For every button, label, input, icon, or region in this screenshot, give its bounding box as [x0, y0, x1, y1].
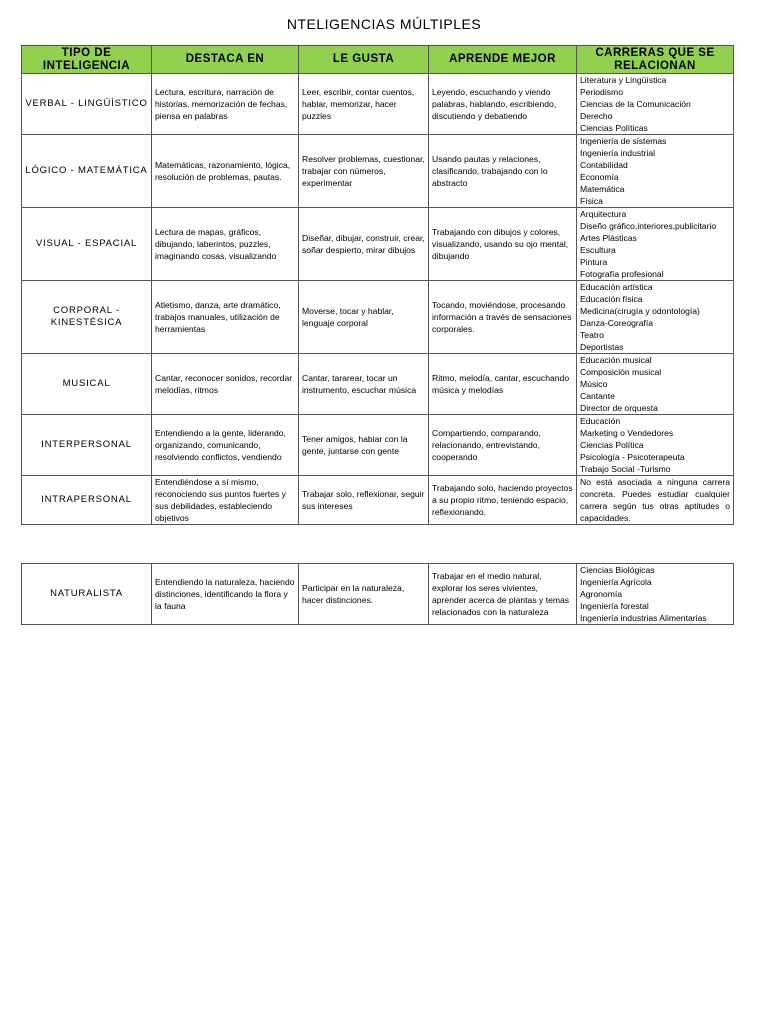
- aprende-cell: Usando pautas y relaciones, clasificando, trabajando con lo abstracto: [429, 135, 577, 208]
- career-item: Ciencias Política: [580, 440, 644, 450]
- career-item: Ciencias Biológicas: [580, 565, 655, 575]
- gusta-cell: Participar en la naturaleza, hacer distinciones.: [299, 564, 429, 625]
- destaca-cell: Matemáticas, razonamiento, lógica, resolución de problemas, pautas.: [152, 135, 299, 208]
- careers-cell: [577, 415, 734, 476]
- destaca-cell: Entendiéndose a sí mismo, reconociendo sus puntos fuertes y sus debilidades, estableciendo objetivos: [152, 476, 299, 525]
- careers-cell: [577, 281, 734, 354]
- career-item: Pintura: [580, 257, 608, 267]
- aprende-cell: Trabajando con dibujos y colores, visualizando, usando su ojo mental, dibujando: [429, 208, 577, 281]
- careers-cell: [577, 564, 734, 625]
- career-item: Ingeniería Agrícola: [580, 577, 652, 587]
- career-item: Economía: [580, 172, 619, 182]
- career-item: Ingeniería de sistemas: [580, 136, 667, 146]
- career-item: Agronomía: [580, 589, 623, 599]
- career-item: Ingeniería industrias Alimentarias: [580, 613, 707, 623]
- career-item: Deportistas: [580, 342, 624, 352]
- gusta-cell: Trabajar solo, reflexionar, seguir sus intereses: [299, 476, 429, 525]
- intelligence-type: NATURALISTA: [22, 564, 152, 625]
- destaca-cell: Entendiendo la naturaleza, haciendo distinciones, identificando la flora y la fauna: [152, 564, 299, 625]
- career-item: Educación artística: [580, 282, 653, 292]
- table-row: [22, 74, 734, 135]
- intelligence-type: MUSICAL: [22, 354, 152, 415]
- career-item: Composición musical: [580, 367, 662, 377]
- career-item: Psicología - Psicoterapeuta: [580, 452, 685, 462]
- career-item: Ingeniería forestal: [580, 601, 649, 611]
- careers-cell: [577, 354, 734, 415]
- table-row: [22, 564, 734, 625]
- header-gusta: LE GUSTA: [299, 46, 429, 74]
- intelligence-type: INTRAPERSONAL: [22, 476, 152, 525]
- career-item: Escultura: [580, 245, 616, 255]
- intelligences-table: [21, 45, 734, 525]
- careers-cell: [577, 135, 734, 208]
- career-item: Medicina(cirugía y odontología): [580, 306, 700, 316]
- aprende-cell: Compartiendo, comparando, relacionando, entrevistando, cooperando: [429, 415, 577, 476]
- career-item: Contabilidad: [580, 160, 628, 170]
- destaca-cell: Lectura de mapas, gráficos, dibujando, laberintos, puzzles, imaginando cosas, visualizando: [152, 208, 299, 281]
- aprende-cell: Tocando, moviéndose, procesando información a través de sensaciones corporales.: [429, 281, 577, 354]
- career-item: Danza-Coreografía: [580, 318, 654, 328]
- career-item: Director de orquesta: [580, 403, 658, 413]
- table-row: [22, 281, 734, 354]
- gusta-cell: Leer, escribir, contar cuentos, hablar, memorizar, hacer puzzles: [299, 74, 429, 135]
- career-item: Educación musical: [580, 355, 652, 365]
- career-item: Fotografía profesional: [580, 269, 664, 279]
- career-item: Literatura y Lingüística: [580, 75, 667, 85]
- table-row: [22, 415, 734, 476]
- intelligence-type: INTERPERSONAL: [22, 415, 152, 476]
- careers-cell: [577, 208, 734, 281]
- career-item: Ingeniería industrial: [580, 148, 656, 158]
- career-item: Trabajo Social -Turismo: [580, 464, 671, 474]
- destaca-cell: Entendiendo a la gente, liderando, organizando, comunicando, resolviendo conflictos, vendiendo: [152, 415, 299, 476]
- career-item: Músico: [580, 379, 608, 389]
- career-item: Derecho: [580, 111, 613, 121]
- gusta-cell: Resolver problemas, cuestionar, trabajar con números, experimentar: [299, 135, 429, 208]
- gusta-cell: Moverse, tocar y hablar, lenguaje corporal: [299, 281, 429, 354]
- career-item: Educación: [580, 416, 621, 426]
- header-aprende: APRENDE MEJOR: [429, 46, 577, 74]
- header-destaca: DESTACA EN: [152, 46, 299, 74]
- destaca-cell: Atletismo, danza, arte dramático, trabajos manuales, utilización de herramientas: [152, 281, 299, 354]
- gusta-cell: Tener amigos, hablar con la gente, juntarse con gente: [299, 415, 429, 476]
- career-item: Física: [580, 196, 603, 206]
- intelligence-type: VISUAL - ESPACIAL: [22, 208, 152, 281]
- table-row: [22, 354, 734, 415]
- table-row: [22, 476, 734, 525]
- career-item: Diseño gráfico,interiores,publicitario: [580, 221, 717, 231]
- gusta-cell: Cantar, tararear, tocar un instrumento, escuchar música: [299, 354, 429, 415]
- header-tipo: TIPO DE INTELIGENCIA: [22, 46, 152, 74]
- aprende-cell: Leyendo, escuchando y viendo palabras, hablando, escribiendo, discutiendo y debatiendo: [429, 74, 577, 135]
- career-item: Matemática: [580, 184, 625, 194]
- destaca-cell: Cantar, reconocer sonidos, recordar melodías, ritmos: [152, 354, 299, 415]
- career-item: Educación física: [580, 294, 643, 304]
- gusta-cell: Diseñar, dibujar, construir, crear, soñar despierto, mirar dibujos: [299, 208, 429, 281]
- table-row: [22, 208, 734, 281]
- career-item: Cantante: [580, 391, 615, 401]
- aprende-cell: Ritmo, melodía, cantar, escuchando música y melodías: [429, 354, 577, 415]
- career-item: Ciencias Políticas: [580, 123, 648, 133]
- aprende-cell: Trabajando solo, haciendo proyectos a su propio ritmo, teniendo espacio, reflexionando.: [429, 476, 577, 525]
- career-item: Teatro: [580, 330, 604, 340]
- intelligence-type: CORPORAL - KINESTÉSICA: [22, 281, 152, 354]
- career-item: Arquitectura: [580, 209, 627, 219]
- aprende-cell: Trabajar en el medio natural, explorar los seres vivientes, aprender acerca de plantas y temas relacionados con la naturaleza: [429, 564, 577, 625]
- career-item: Ciencias de la Comunicación: [580, 99, 691, 109]
- careers-cell: No está asociada a ninguna carrera concreta. Puedes estudiar cualquier carrera según tus otras aptitudes o capacidades.: [577, 476, 734, 525]
- intelligence-type: VERBAL - LINGÜÍSTICO: [22, 74, 152, 135]
- page-title: NTELIGENCIAS MÚLTIPLES: [286, 16, 482, 32]
- destaca-cell: Lectura, escritura, narración de historias, memorización de fechas, piensa en palabras: [152, 74, 299, 135]
- career-item: Marketing o Vendedores: [580, 428, 674, 438]
- table-row: [22, 135, 734, 208]
- table-header-row: [22, 46, 734, 74]
- career-item: Artes Plásticas: [580, 233, 637, 243]
- careers-cell: [577, 74, 734, 135]
- career-item: Periodismo: [580, 87, 623, 97]
- intelligence-type: LÓGICO - MATEMÁTICA: [22, 135, 152, 208]
- naturalista-table: [21, 563, 734, 625]
- header-carreras: CARRERAS QUE SE RELACIONAN: [577, 46, 734, 74]
